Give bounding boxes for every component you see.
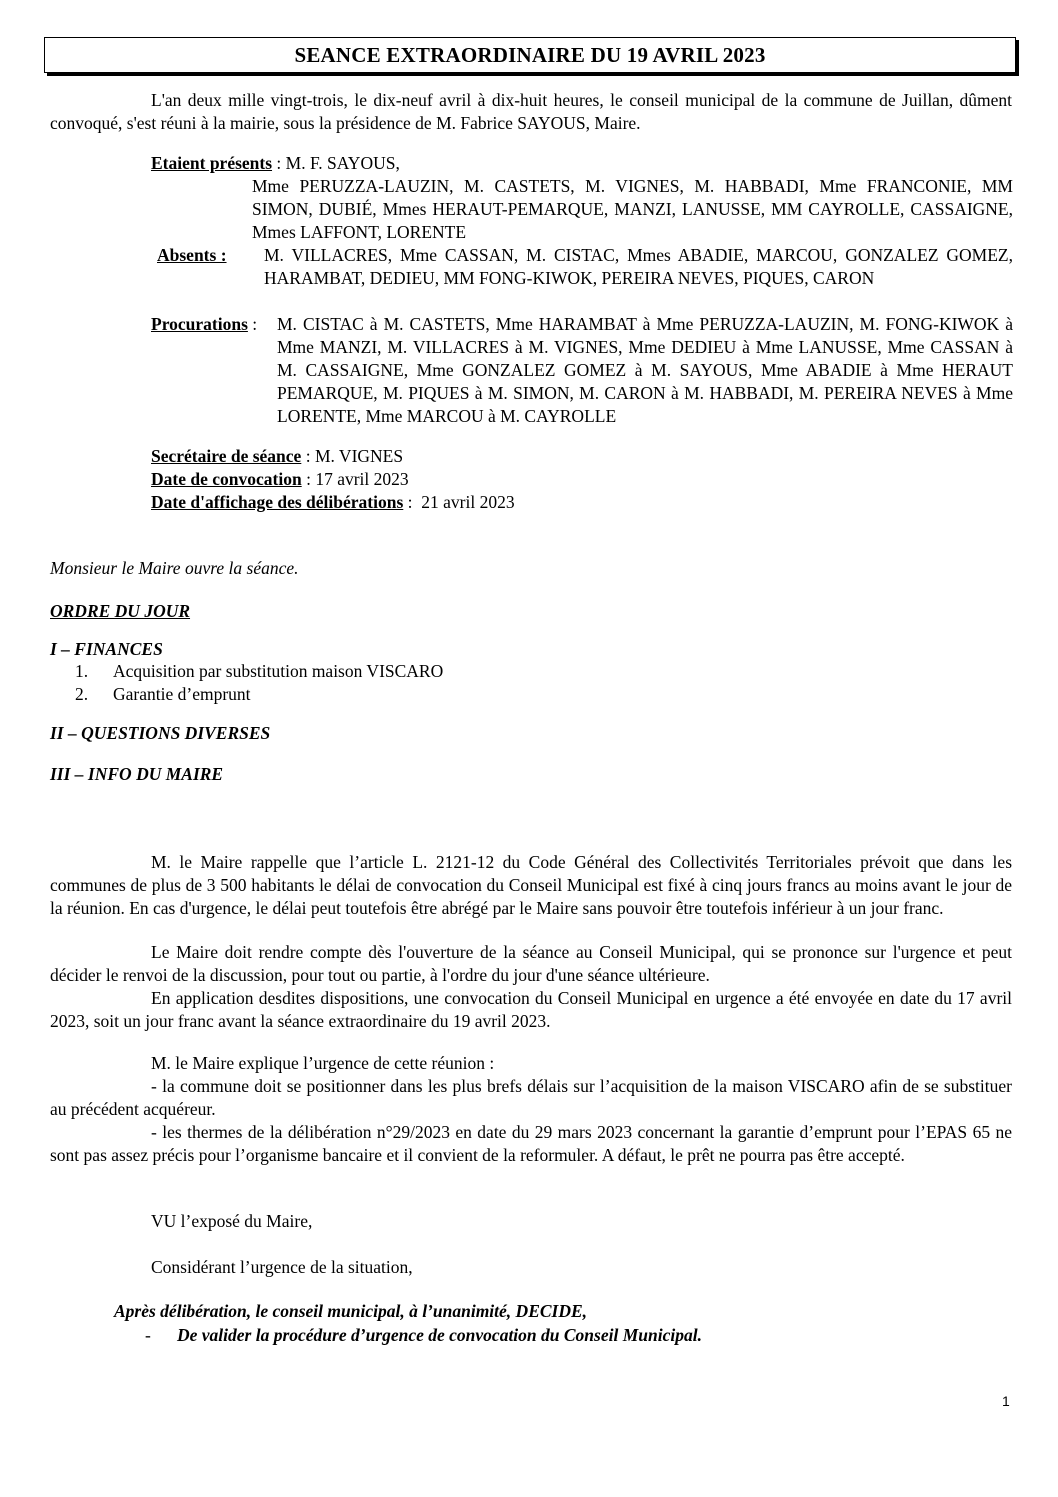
secretary-label: Secrétaire de séance <box>151 446 302 466</box>
opening-line: Monsieur le Maire ouvre la séance. <box>50 558 299 578</box>
list-item-text: Acquisition par substitution maison VISCARO <box>113 661 444 681</box>
convocation-label: Date de convocation <box>151 469 302 489</box>
agenda-section-finances: I – FINANCES <box>50 639 163 659</box>
convocation-line: Date de convocation : 17 avril 2023 <box>151 469 409 489</box>
proxy-label: Procurations <box>151 314 248 334</box>
posting-line: Date d'affichage des délibérations : 21 avril 2023 <box>151 492 515 512</box>
decision-line <box>145 1324 1015 1347</box>
body-paragraph-5: - la commune doit se positionner dans les plus brefs délais sur l’acquisition de la maison VISCARO afin de se substituer au précédent acquéreur. <box>50 1076 1012 1119</box>
list-item <box>75 683 443 706</box>
present-first: M. F. SAYOUS, <box>285 153 400 173</box>
decision-bullet: - <box>145 1325 151 1345</box>
present-line: Etaient présents : M. F. SAYOUS, <box>151 153 400 173</box>
agenda-section-info: III – INFO DU MAIRE <box>50 764 224 784</box>
list-item-text: Garantie d’emprunt <box>113 684 251 704</box>
decision-intro: Après délibération, le conseil municipal, à l’unanimité, DECIDE, <box>114 1301 588 1321</box>
list-item-num: 1. <box>75 661 89 681</box>
secretary-value: M. VIGNES <box>314 446 404 466</box>
proxy-list: M. CISTAC à M. CASTETS, Mme HARAMBAT à Mme PERUZZA-LAUZIN, M. FONG-KIWOK à Mme MANZI, M. VILLACRES à M. VIGNES, Mme DEDIEU à Mme LANUSSE, Mme CASSAN à M. CASSAIGNE, Mme GONZALEZ GOMEZ à M. SAYOUS, Mme ABADIE à Mme HERAUT PEMARQUE, M. PIQUES à M. SIMON, M. CARON à M. HABBADI, M. PEREIRA NEVES à Mme LORENTE, Mme MARCOU à M. CAYROLLE <box>277 314 1013 426</box>
posting-label: Date d'affichage des délibérations <box>151 492 404 512</box>
page-title: SEANCE EXTRAORDINAIRE DU 19 AVRIL 2023 <box>294 43 766 67</box>
present-list: Mme PERUZZA-LAUZIN, M. CASTETS, M. VIGNES, M. HABBADI, Mme FRANCONIE, MM SIMON, DUBIÉ, Mmes HERAUT-PEMARQUE, MANZI, LANUSSE, MM CAYROLLE, CASSAIGNE, Mmes LAFFONT, LORENTE <box>252 176 1013 242</box>
proxy-label-wrap: Procurations : <box>151 314 258 334</box>
absent-label-wrap <box>157 244 257 267</box>
present-label: Etaient présents <box>151 153 273 173</box>
page-number: 1 <box>1002 1393 1010 1409</box>
decision-item: De valider la procédure d’urgence de convocation du Conseil Municipal. <box>177 1325 702 1345</box>
title-box <box>44 37 1016 73</box>
agenda-list <box>75 660 443 706</box>
body-paragraph-4: M. le Maire explique l’urgence de cette réunion : <box>151 1053 495 1073</box>
agenda-section-questions: II – QUESTIONS DIVERSES <box>50 723 271 743</box>
agenda-heading: ORDRE DU JOUR <box>50 601 191 621</box>
list-item <box>75 660 443 683</box>
absent-list: M. VILLACRES, Mme CASSAN, M. CISTAC, Mmes ABADIE, MARCOU, GONZALEZ GOMEZ, HARAMBAT, DEDIEU, MM FONG-KIWOK, PEREIRA NEVES, PIQUES, CARON <box>264 245 1013 288</box>
body-paragraph-8: Considérant l’urgence de la situation, <box>151 1257 413 1277</box>
body-paragraph-7: VU l’exposé du Maire, <box>151 1211 313 1231</box>
posting-value: 21 avril 2023 <box>421 492 515 512</box>
list-item-num: 2. <box>75 684 89 704</box>
intro-paragraph: L'an deux mille vingt-trois, le dix-neuf avril à dix-huit heures, le conseil municipal de la commune de Juillan, dûment convoqué, s'est réuni à la mairie, sous la présidence de M. Fabrice SAYOUS, Maire. <box>50 90 1012 133</box>
body-paragraph-3: En application desdites dispositions, une convocation du Conseil Municipal en urgence a été envoyée en date du 17 avril 2023, soit un jour franc avant la séance extraordinaire du 19 avril 2023. <box>50 988 1012 1031</box>
secretary-line: Secrétaire de séance : M. VIGNES <box>151 446 404 466</box>
body-paragraph-6: - les thermes de la délibération n°29/2023 en date du 29 mars 2023 concernant la garantie d’emprunt pour l’EPAS 65 ne sont pas assez précis pour l’organisme bancaire et il convient de la reformuler. A défaut, le prêt ne pourra pas être accepté. <box>50 1122 1012 1165</box>
absent-label: Absents : <box>157 245 227 265</box>
convocation-value: 17 avril 2023 <box>315 469 409 489</box>
body-paragraph-1: M. le Maire rappelle que l’article L. 2121-12 du Code Général des Collectivités Territoriales prévoit que dans les communes de plus de 3 500 habitants le délai de convocation du Conseil Municipal est fixé à cinq jours francs au moins avant le jour de la réunion. En cas d'urgence, le délai peut toutefois être abrégé par le Maire sans pouvoir être toutefois inférieur à un jour franc. <box>50 852 1012 918</box>
body-paragraph-2: Le Maire doit rendre compte dès l'ouverture de la séance au Conseil Municipal, qui se prononce sur l'urgence et peut décider le renvoi de la discussion, pour tout ou partie, à l'ordre du jour d'une séance ultérieure. <box>50 942 1012 985</box>
